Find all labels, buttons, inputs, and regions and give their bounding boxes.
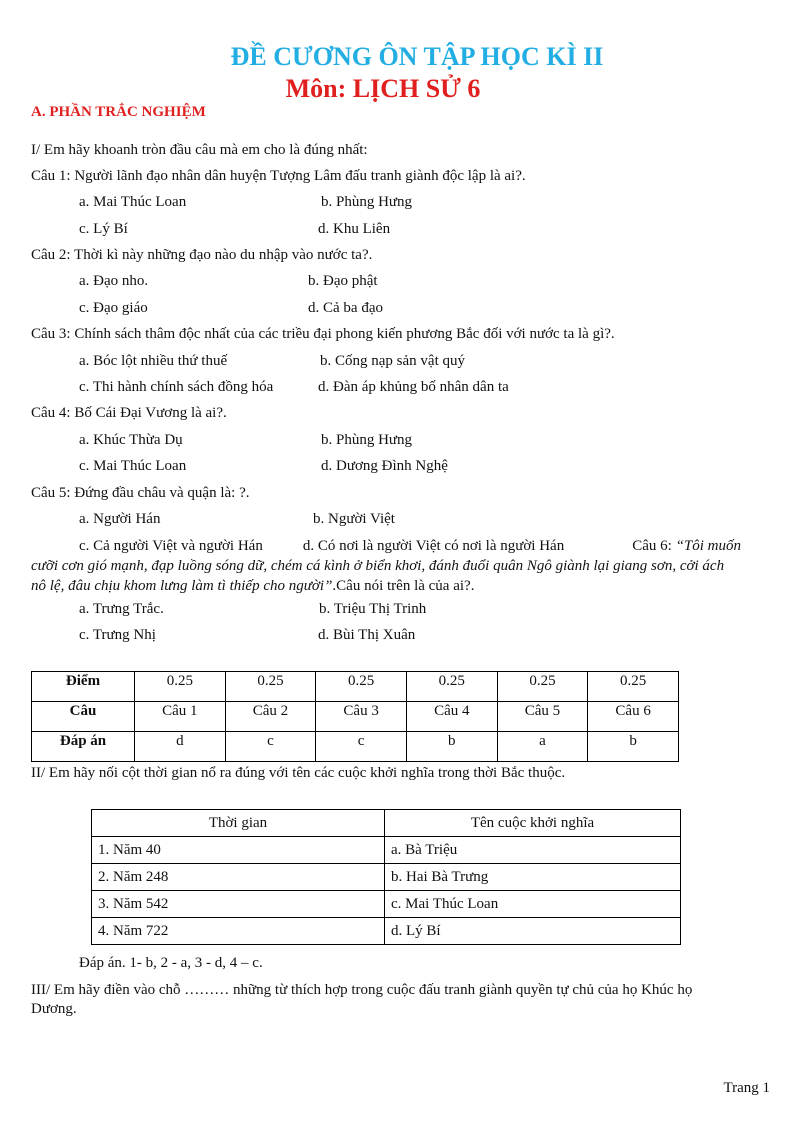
question-3: Câu 3: Chính sách thâm độc nhất của các triều đại phong kiến phương Bắc đối với nước ta là gì?.	[31, 326, 615, 342]
q5-option-d: d. Có nơi là người Việt có nơi là người Hán	[302, 538, 565, 554]
score-cell: b	[406, 732, 497, 762]
q6-option-a: a. Trưng Trắc.	[79, 601, 164, 617]
score-cell: Câu 4	[406, 702, 497, 732]
q1-option-d: d. Khu Liên	[318, 221, 391, 237]
q3-option-c: c. Thi hành chính sách đồng hóa	[79, 379, 274, 395]
q1-option-c: c. Lý Bí	[79, 221, 128, 237]
question-6-quote: “Tôi muốn cưỡi cơn gió mạnh, đạp luồng sóng dữ, chém cá kình ở biển khơi, đánh đuổi quân Ngô giành lại giang sơn, cởi ách nô lệ, đâu chịu khom lưng làm tì thiếp cho người”	[31, 538, 741, 594]
question-6-label: Câu 6:	[632, 538, 676, 554]
q4-option-a: a. Khúc Thừa Dụ	[79, 432, 183, 448]
score-cell: a	[497, 732, 588, 762]
table-row	[92, 864, 681, 891]
document-title: ĐỀ CƯƠNG ÔN TẬP HỌC KÌ II	[230, 42, 604, 71]
table-row	[92, 837, 681, 864]
score-cell: c	[225, 732, 316, 762]
score-cell: Câu 6	[588, 702, 679, 732]
q5-option-b: b. Người Việt	[313, 511, 395, 527]
score-cell: b	[588, 732, 679, 762]
q2-option-b: b. Đạo phật	[308, 273, 378, 289]
q6-option-d: d. Bùi Thị Xuân	[318, 627, 416, 643]
q3-option-b: b. Cống nạp sản vật quý	[320, 353, 465, 369]
q3-option-a: a. Bóc lột nhiều thứ thuế	[79, 353, 228, 369]
q4-option-c: c. Mai Thúc Loan	[79, 458, 187, 474]
score-cell: 0.25	[497, 672, 588, 702]
q2-option-a: a. Đạo nho.	[79, 273, 149, 289]
score-cell: Câu 5	[497, 702, 588, 732]
matching-header-row	[92, 810, 681, 837]
table-cell: 3. Năm 542	[92, 891, 385, 918]
q6-option-c: c. Trưng Nhị	[79, 627, 156, 643]
table-cell: 4. Năm 722	[92, 918, 385, 945]
part3-instruction-line2: Dương.	[31, 1001, 77, 1017]
q6-option-b: b. Triệu Thị Trinh	[319, 601, 427, 617]
section-a-heading: A. PHẦN TRẮC NGHIỆM	[31, 104, 206, 120]
table-row	[92, 891, 681, 918]
part3-instruction-line1: III/ Em hãy điền vào chỗ ……… những từ thích hợp trong cuộc đấu tranh giành quyền tự chủ của họ Khúc họ	[31, 982, 693, 998]
score-row-header: Đáp án	[32, 732, 135, 762]
column-header-uprising: Tên cuộc khởi nghĩa	[385, 810, 681, 837]
q3-option-d: d. Đàn áp khủng bố nhân dân ta	[318, 379, 509, 395]
score-cell: d	[135, 732, 226, 762]
score-table-row	[32, 732, 679, 762]
table-cell: 2. Năm 248	[92, 864, 385, 891]
part2-instruction: II/ Em hãy nối cột thời gian nổ ra đúng với tên các cuộc khởi nghĩa trong thời Bắc thuộc.	[31, 765, 566, 781]
score-row-header: Câu	[32, 702, 135, 732]
q2-option-c: c. Đạo giáo	[79, 300, 148, 316]
page-number: Trang 1	[723, 1080, 770, 1096]
question-1: Câu 1: Người lãnh đạo nhân dân huyện Tượng Lâm đấu tranh giành độc lập là ai?.	[31, 168, 526, 184]
column-header-time: Thời gian	[92, 810, 385, 837]
score-cell: Câu 1	[135, 702, 226, 732]
answer-score-table	[31, 671, 679, 762]
q1-option-a: a. Mai Thúc Loan	[79, 194, 187, 210]
matching-table	[91, 809, 681, 945]
question-2: Câu 2: Thời kì này những đạo nào du nhập vào nước ta?.	[31, 247, 373, 263]
table-cell: c. Mai Thúc Loan	[385, 891, 681, 918]
q4-option-b: b. Phùng Hưng	[321, 432, 413, 448]
question-6-tail: .Câu nói trên là của ai?.	[332, 578, 475, 594]
q2-option-d: d. Cả ba đạo	[308, 300, 383, 316]
part2-answer: Đáp án. 1- b, 2 - a, 3 - d, 4 – c.	[79, 955, 263, 971]
table-cell: a. Bà Triệu	[385, 837, 681, 864]
question-6-paragraph	[31, 536, 741, 596]
score-cell: Câu 2	[225, 702, 316, 732]
score-row-header: Điểm	[32, 672, 135, 702]
table-cell: b. Hai Bà Trưng	[385, 864, 681, 891]
score-cell: Câu 3	[316, 702, 407, 732]
score-cell: 0.25	[225, 672, 316, 702]
table-cell: 1. Năm 40	[92, 837, 385, 864]
score-cell: 0.25	[316, 672, 407, 702]
table-row	[92, 918, 681, 945]
subject-title: Môn: LỊCH SỬ 6	[285, 74, 481, 103]
q1-option-b: b. Phùng Hưng	[321, 194, 413, 210]
q5-option-a: a. Người Hán	[79, 511, 161, 527]
question-5: Câu 5: Đứng đầu châu và quận là: ?.	[31, 485, 250, 501]
q5-option-c: c. Cả người Việt và người Hán	[79, 538, 263, 554]
question-4: Câu 4: Bố Cái Đại Vương là ai?.	[31, 405, 227, 421]
q4-option-d: d. Dương Đình Nghệ	[321, 458, 448, 474]
score-table-row	[32, 672, 679, 702]
score-cell: 0.25	[588, 672, 679, 702]
score-table-row	[32, 702, 679, 732]
part1-instruction: I/ Em hãy khoanh tròn đầu câu mà em cho là đúng nhất:	[31, 142, 368, 158]
score-cell: 0.25	[406, 672, 497, 702]
score-cell: c	[316, 732, 407, 762]
score-cell: 0.25	[135, 672, 226, 702]
table-cell: d. Lý Bí	[385, 918, 681, 945]
